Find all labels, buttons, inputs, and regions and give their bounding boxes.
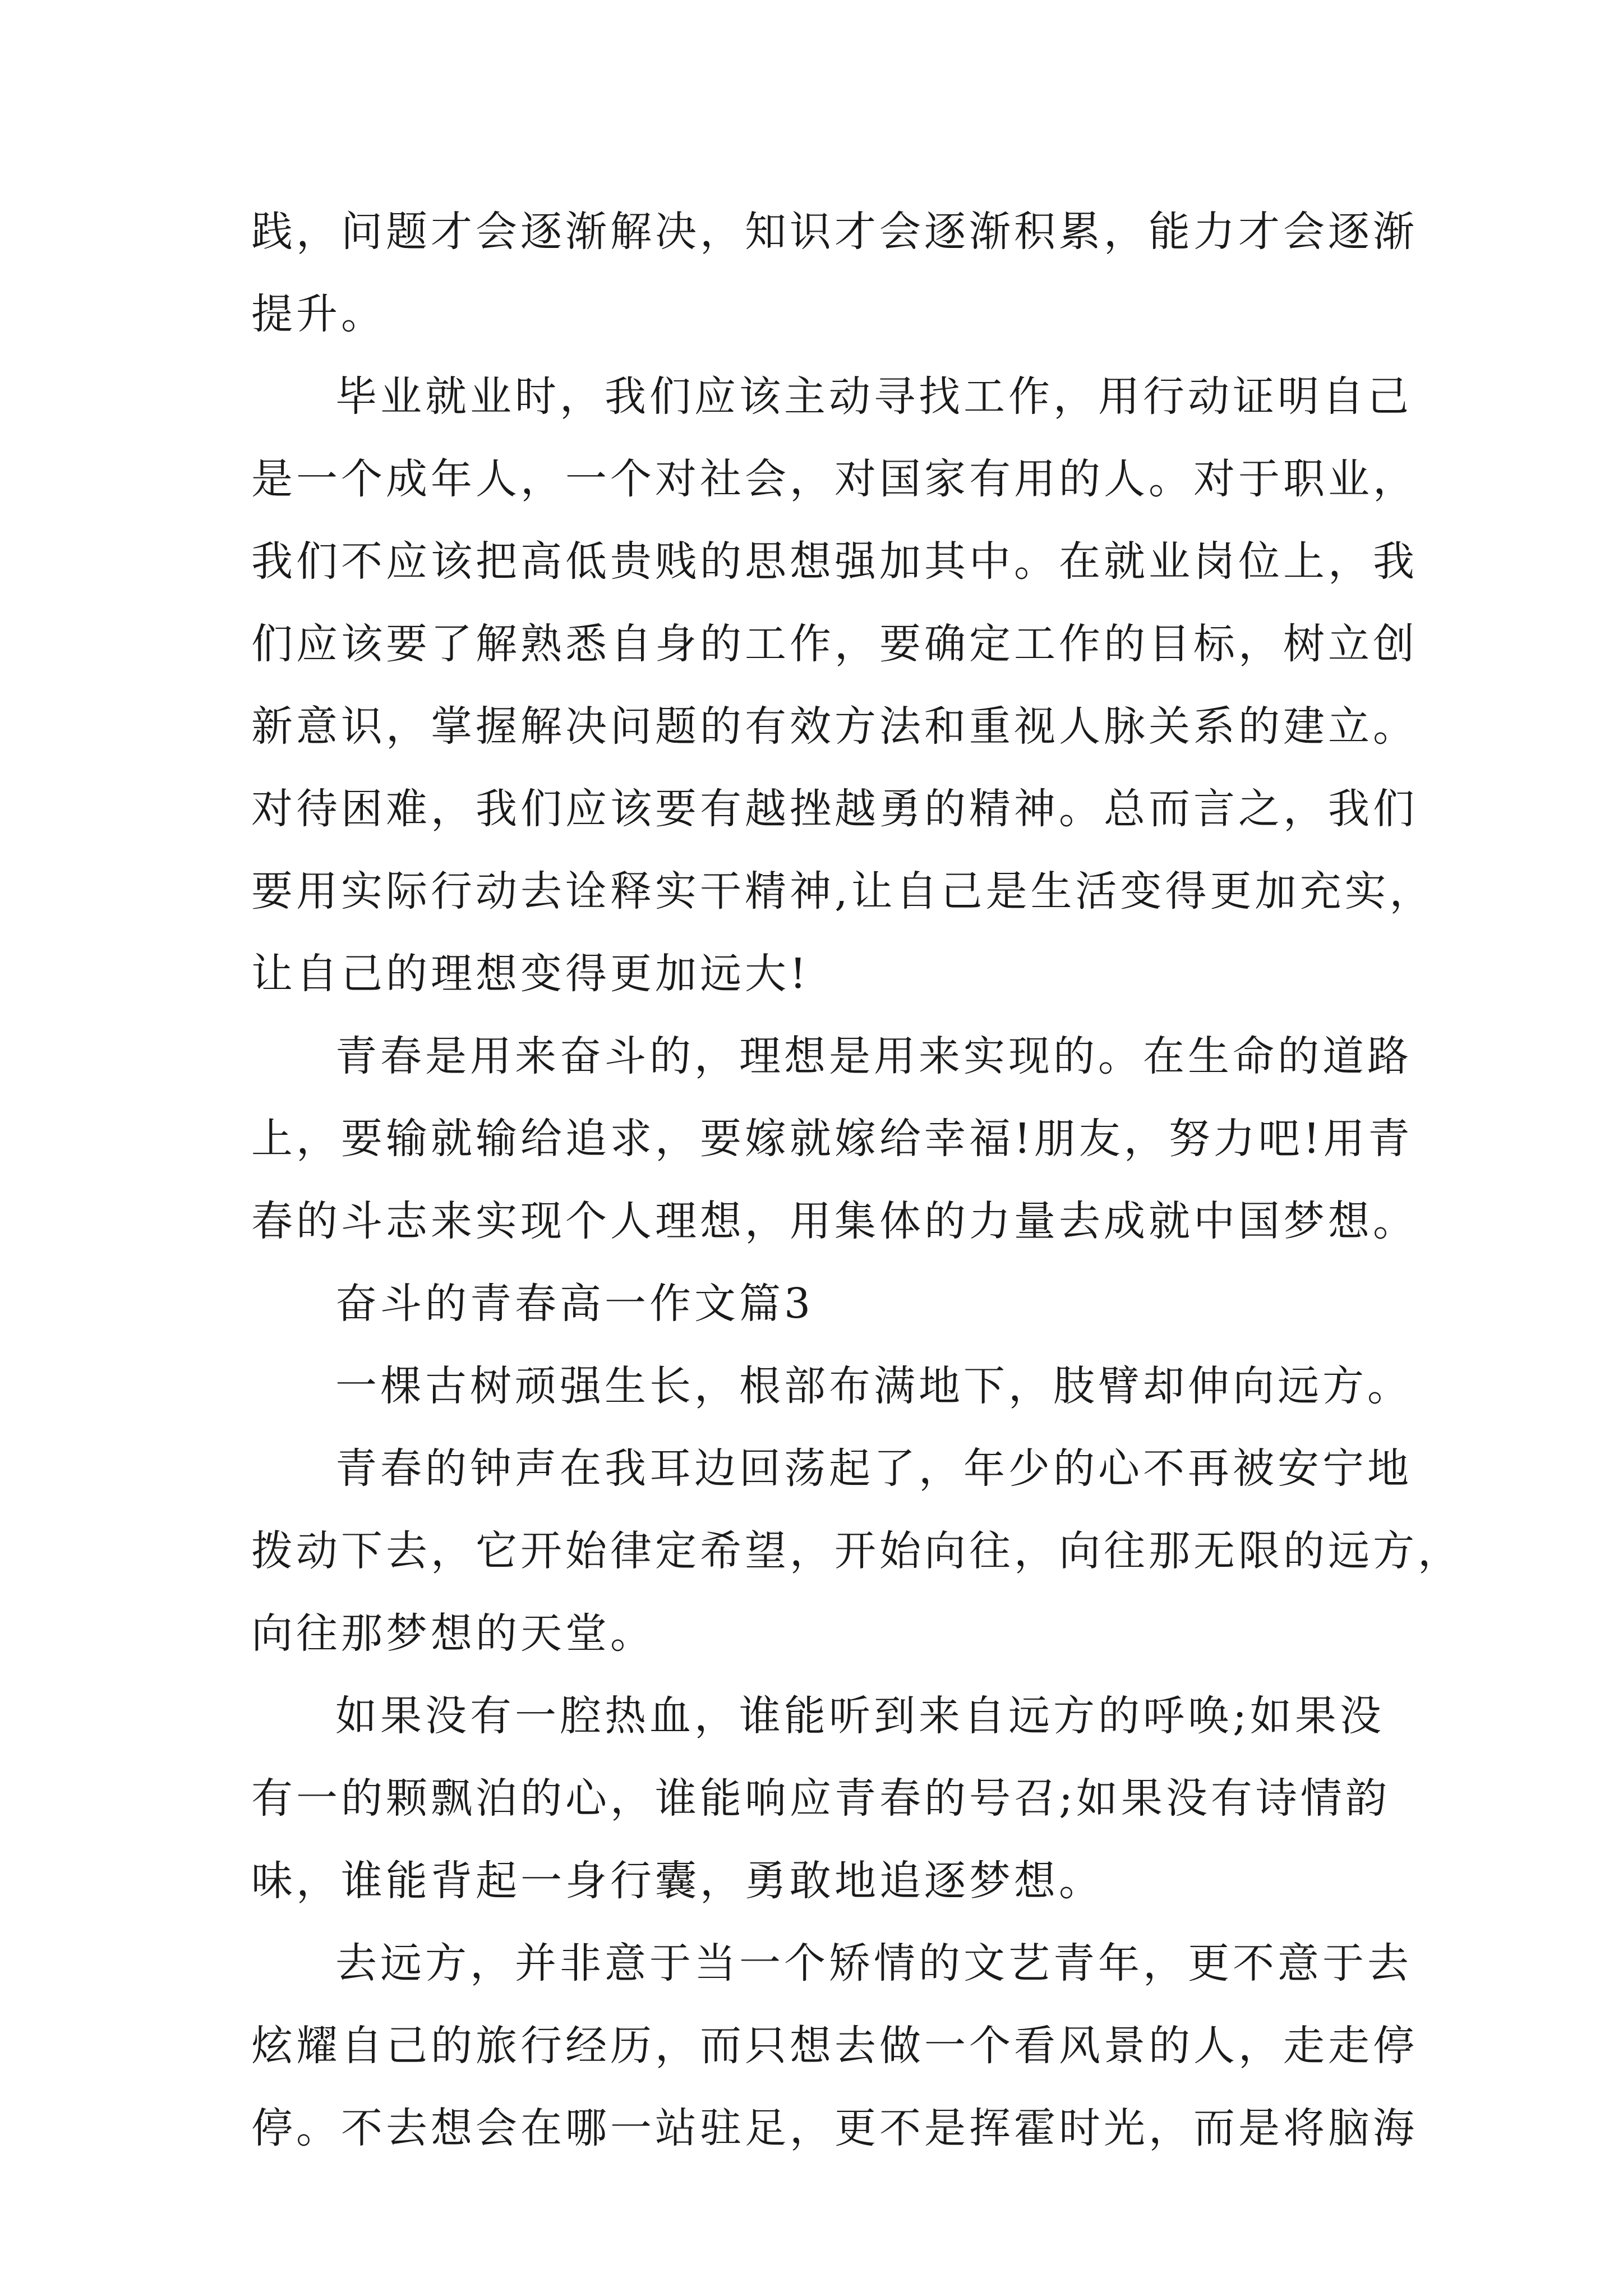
text-line: 有一的颗飘泊的心，谁能响应青春的号召;如果没有诗情韵 <box>251 1774 1390 1823</box>
text-line: 践，问题才会逐渐解决，知识才会逐渐积累，能力才会逐渐 <box>251 208 1418 256</box>
text-line: 提升。 <box>251 290 386 338</box>
text-line: 向往那梦想的天堂。 <box>251 1609 655 1658</box>
text-line: 炫耀自己的旅行经历，而只想去做一个看风景的人，走走停 <box>251 2022 1418 2070</box>
text-line: 毕业就业时，我们应该主动寻找工作，用行动证明自己 <box>335 372 1412 421</box>
text-line: 我们不应该把高低贵贱的思想强加其中。在就业岗位上，我 <box>251 537 1418 586</box>
text-line: 是一个成年人，一个对社会，对国家有用的人。对于职业， <box>251 455 1418 503</box>
document-body <box>251 191 1463 2170</box>
text-line: 们应该要了解熟悉自身的工作，要确定工作的目标，树立创 <box>251 620 1418 668</box>
text-line: 青春的钟声在我耳边回荡起了，年少的心不再被安宁地 <box>335 1444 1412 1493</box>
text-line: 停。不去想会在哪一站驻足，更不是挥霍时光，而是将脑海 <box>251 2104 1418 2152</box>
text-line: 去远方，并非意于当一个矫情的文艺青年，更不意于去 <box>335 1939 1412 1987</box>
text-line: 对待困难，我们应该要有越挫越勇的精神。总而言之，我们 <box>251 785 1418 833</box>
text-line: 如果没有一腔热血，谁能听到来自远方的呼唤;如果没 <box>335 1692 1385 1740</box>
text-line: 春的斗志来实现个人理想，用集体的力量去成就中国梦想。 <box>251 1197 1418 1245</box>
text-line: 让自己的理想变得更加远大! <box>251 950 810 998</box>
text-line: 一棵古树顽强生长，根部布满地下，肢臂却伸向远方。 <box>335 1362 1412 1410</box>
text-line: 味，谁能背起一身行囊，勇敢地追逐梦想。 <box>251 1857 1104 1905</box>
text-line: 青春是用来奋斗的，理想是用来实现的。在生命的道路 <box>335 1032 1412 1080</box>
text-line: 新意识，掌握解决问题的有效方法和重视人脉关系的建立。 <box>251 702 1418 751</box>
text-line: 要用实际行动去诠释实干精神,让自己是生活变得更加充实， <box>251 867 1435 915</box>
section-heading: 奋斗的青春高一作文篇3 <box>335 1280 814 1328</box>
text-line: 拨动下去，它开始律定希望，开始向往，向往那无限的远方， <box>251 1527 1463 1575</box>
text-line: 上，要输就输给追求，要嫁就嫁给幸福!朋友，努力吧!用青 <box>251 1115 1413 1163</box>
